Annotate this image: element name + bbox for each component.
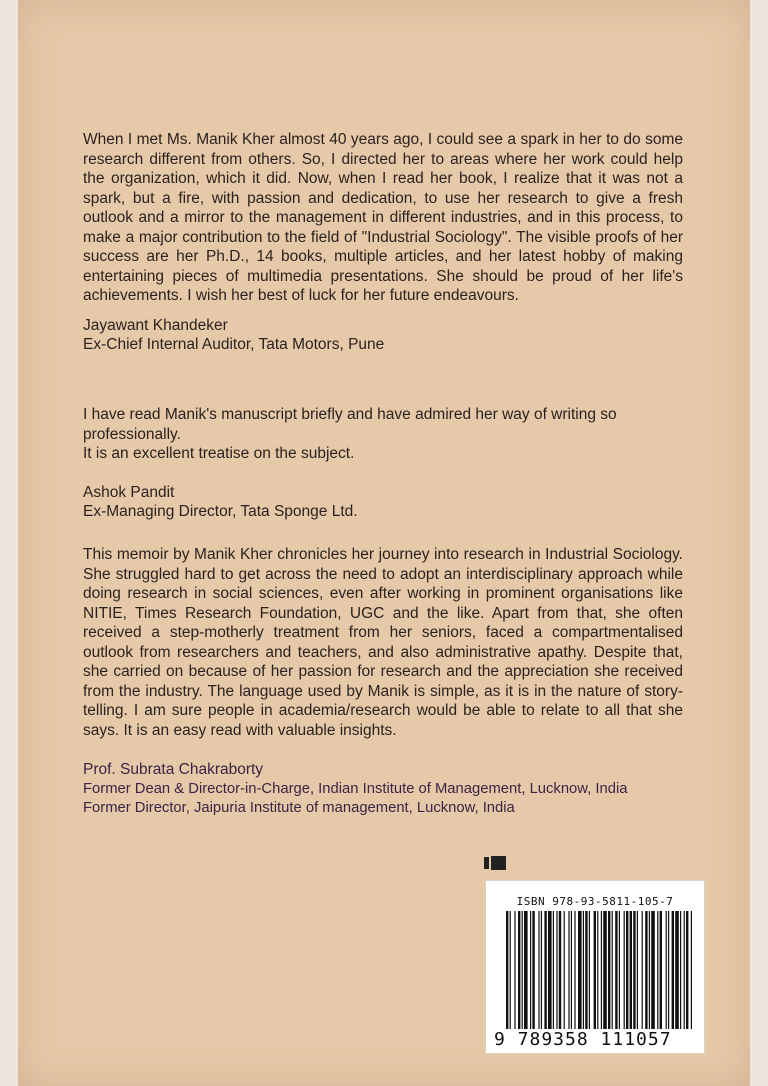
barcode-bar	[510, 911, 511, 1029]
barcode-bar	[619, 911, 620, 1029]
endorsement-1	[83, 130, 683, 355]
barcode-bar	[594, 911, 596, 1029]
endorsement-3	[83, 545, 683, 819]
endorsement-3-title1: Former Dean & Director-in-Charge, Indian Institute of Management, Lucknow, India	[83, 780, 628, 797]
barcode-bar	[564, 911, 565, 1029]
barcode-bar	[538, 911, 539, 1029]
barcode-bar	[514, 911, 515, 1029]
barcode-bar	[686, 911, 688, 1029]
barcode-bar	[506, 911, 508, 1029]
barcode-bar	[630, 911, 632, 1029]
barcode-bar	[559, 911, 561, 1029]
barcode-bar	[666, 911, 667, 1029]
barcode-bar	[583, 911, 584, 1029]
endorsement-2-line2: It is an excellent treatise on the subject.	[83, 445, 355, 462]
barcode-bar	[585, 911, 587, 1029]
isbn-label: ISBN 978-93-5811-105-7	[516, 895, 674, 908]
barcode-bar	[603, 911, 607, 1029]
endorsement-2-name: Ashok Pandit	[83, 483, 175, 501]
barcode-bar	[668, 911, 669, 1029]
endorsement-3-name: Prof. Subrata Chakraborty	[83, 761, 264, 778]
barcode-bar	[633, 911, 635, 1029]
endorsement-2	[83, 405, 683, 522]
endorsement-1-text: When I met Ms. Manik Kher almost 40 years ago, I could see a spark in her to do some research different from others. So, I directed her to areas where her work could help the organization, which it did. Now, when I read her book, I realize that it was not a spark, but a fire, with passion and dedication, to use her research to give a fresh outlook and a mirror to the management in different industries, and in this process, to make a major contribution to the field of "Industrial Sociology". The visible proofs of her success are her Ph.D., 14 books, multiple articles, and her latest hobby of making entertaining pieces of multimedia presentations. She should be proud of her life's achievements. I wish her best of luck for her future endeavours.	[83, 131, 683, 304]
endorsement-2-title: Ex-Managing Director, Tata Sponge Ltd.	[83, 503, 358, 520]
barcode-bar	[660, 911, 662, 1029]
barcode-bar	[651, 911, 655, 1029]
barcode-bar	[571, 911, 572, 1029]
barcode-bar	[532, 911, 534, 1029]
barcode-bar	[615, 911, 617, 1029]
barcode-bar	[589, 911, 590, 1029]
barcode-bar	[522, 911, 523, 1029]
barcode-bar	[649, 911, 650, 1029]
barcode-bar	[544, 911, 546, 1029]
barcode-bar	[684, 911, 685, 1029]
barcode-bar	[524, 911, 528, 1029]
endorsement-3-title2: Former Director, Jaipuria Institute of management, Lucknow, India	[83, 800, 515, 816]
barcode-bar	[612, 911, 613, 1029]
barcode-bar	[597, 911, 598, 1029]
barcode-bar	[556, 911, 557, 1029]
barcode-bar	[541, 911, 542, 1029]
book-back-cover	[18, 0, 750, 1086]
barcode-bar	[645, 911, 647, 1029]
barcode-bar	[626, 911, 628, 1029]
endorsement-2-line1: I have read Manik's manuscript briefly and have admired her way of writing so professionally.	[83, 406, 617, 443]
isbn-barcode	[485, 880, 705, 1054]
barcode-bar	[548, 911, 552, 1029]
barcode-bar	[578, 911, 582, 1029]
barcode-bar	[518, 911, 520, 1029]
barcode-bar	[568, 911, 569, 1029]
barcode-bar	[642, 911, 643, 1029]
barcode-bar	[608, 911, 610, 1029]
barcode-bar	[675, 911, 679, 1029]
endorsement-1-title: Ex-Chief Internal Auditor, Tata Motors, Pune	[83, 336, 385, 353]
barcode-bars	[506, 911, 696, 1029]
barcode-bar	[672, 911, 674, 1029]
barcode-bar	[691, 911, 692, 1029]
barcode-bar	[553, 911, 554, 1029]
barcode-bar	[574, 911, 575, 1029]
barcode-bar	[530, 911, 531, 1029]
barcode-bar	[680, 911, 681, 1029]
barcode-bar	[657, 911, 658, 1029]
endorsement-1-name: Jayawant Khandeker	[83, 316, 228, 334]
endorsement-3-text: This memoir by Manik Kher chronicles her journey into research in Industrial Sociology. She struggled hard to get across the need to adopt an interdisciplinary approach while doing research in social sciences, even after working in prominent organisations like NITIE, Times Research Foundation, UGC and the like. Apart from that, she often received a step-motherly treatment from her seniors, faced a compartmentalised outlook from researchers and teachers, and also administrative apathy. Despite that, she carried on because of her passion for research and the appreciation she received from the industry. The language used by Manik is simple, as it is in the nature of story-telling. I am sure people in academia/research would be able to relate to all that she says. It is an easy read with valuable insights.	[83, 546, 683, 739]
barcode-bar	[624, 911, 625, 1029]
publisher-mark-icon	[484, 856, 506, 870]
barcode-bar	[601, 911, 602, 1029]
barcode-digits: 9 789358 111057	[494, 1029, 672, 1050]
barcode-bar	[637, 911, 638, 1029]
